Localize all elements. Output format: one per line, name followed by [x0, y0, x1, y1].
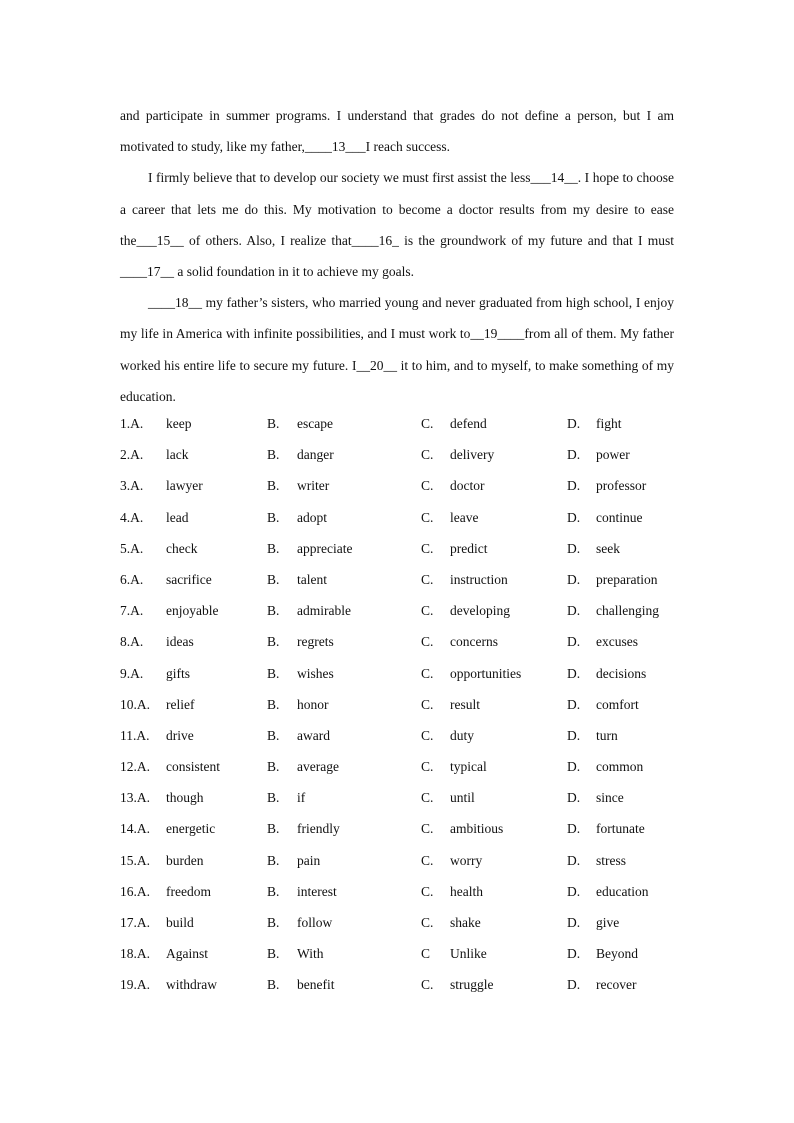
- option-d-text: comfort: [596, 696, 639, 712]
- option-b-label: B.: [267, 759, 280, 775]
- question-options-list: [120, 408, 680, 1001]
- option-d-text: power: [596, 447, 630, 463]
- option-c-label: C.: [421, 571, 434, 587]
- question-number: 18.A.: [120, 946, 150, 962]
- option-b-text: admirable: [297, 603, 351, 619]
- option-d-text: common: [596, 759, 644, 775]
- option-b-label: B.: [267, 790, 280, 806]
- option-c-label: C.: [421, 852, 434, 868]
- option-d-text: preparation: [596, 571, 658, 587]
- option-b-text: average: [297, 759, 339, 775]
- option-b-label: B.: [267, 665, 280, 681]
- option-c-label: C.: [421, 883, 434, 899]
- option-b-label: B.: [267, 883, 280, 899]
- option-c-label: C.: [421, 447, 434, 463]
- question-number: 1.A.: [120, 416, 144, 431]
- option-b-label: B.: [267, 634, 280, 650]
- option-b-text: honor: [297, 696, 329, 712]
- question-row: [120, 845, 680, 876]
- option-b-text: regrets: [297, 634, 334, 650]
- option-b-text: escape: [297, 416, 333, 431]
- question-row: [120, 470, 680, 501]
- option-d-label: D.: [567, 416, 581, 431]
- option-a-text: burden: [166, 852, 204, 868]
- option-a-text: enjoyable: [166, 603, 219, 619]
- option-c-text: Unlike: [450, 946, 487, 962]
- option-b-text: follow: [297, 915, 333, 930]
- option-b-text: award: [297, 727, 330, 743]
- option-d-label: D.: [567, 883, 581, 899]
- option-c-label: C.: [421, 665, 434, 681]
- question-number: 7.A.: [120, 603, 144, 619]
- option-d-label: D.: [567, 478, 581, 494]
- option-b-label: B.: [267, 540, 280, 556]
- option-c-text: opportunities: [450, 665, 522, 681]
- option-d-text: turn: [596, 727, 618, 743]
- option-c-text: ambitious: [450, 821, 504, 837]
- question-row: [120, 813, 680, 844]
- option-d-text: since: [596, 790, 624, 806]
- option-c-label: C.: [421, 790, 434, 806]
- option-b-label: B.: [267, 447, 280, 463]
- option-c-label: C.: [421, 416, 434, 431]
- option-a-text: withdraw: [166, 977, 217, 993]
- option-c-text: defend: [450, 416, 487, 431]
- option-b-label: B.: [267, 571, 280, 587]
- option-d-text: seek: [596, 540, 620, 556]
- option-d-label: D.: [567, 447, 581, 463]
- option-b-label: B.: [267, 478, 280, 494]
- question-number: 5.A.: [120, 540, 144, 556]
- question-number: 10.A.: [120, 696, 150, 712]
- option-d-text: stress: [596, 852, 626, 868]
- question-row: [120, 720, 680, 751]
- option-a-text: check: [166, 540, 198, 556]
- question-number: 2.A.: [120, 447, 144, 463]
- option-c-label: C.: [421, 478, 434, 494]
- option-a-text: lawyer: [166, 478, 203, 494]
- option-c-text: predict: [450, 540, 488, 556]
- option-a-text: lead: [166, 509, 189, 525]
- option-a-text: consistent: [166, 759, 220, 775]
- option-d-label: D.: [567, 509, 581, 525]
- option-b-text: pain: [297, 852, 321, 868]
- option-b-text: danger: [297, 447, 334, 463]
- option-c-label: C.: [421, 759, 434, 775]
- option-c-text: health: [450, 883, 483, 899]
- option-b-label: B.: [267, 727, 280, 743]
- option-d-label: D.: [567, 759, 581, 775]
- option-a-text: drive: [166, 727, 194, 743]
- option-c-text: instruction: [450, 571, 508, 587]
- question-number: 14.A.: [120, 821, 150, 837]
- option-b-text: if: [297, 790, 306, 806]
- option-b-text: With: [297, 946, 324, 962]
- question-number: 17.A.: [120, 915, 150, 930]
- option-d-text: fight: [596, 416, 622, 431]
- option-c-label: C.: [421, 727, 434, 743]
- option-d-text: challenging: [596, 603, 659, 619]
- option-b-label: B.: [267, 509, 280, 525]
- question-number: 4.A.: [120, 509, 144, 525]
- question-row: [120, 938, 680, 969]
- question-number: 8.A.: [120, 634, 144, 650]
- option-c-text: struggle: [450, 977, 494, 993]
- question-number: 6.A.: [120, 571, 144, 587]
- question-row: [120, 439, 680, 470]
- option-d-label: D.: [567, 852, 581, 868]
- option-c-label: C.: [421, 977, 434, 993]
- question-row: [120, 876, 680, 907]
- option-c-label: C.: [421, 915, 434, 930]
- option-b-label: B.: [267, 946, 280, 962]
- question-row: [120, 969, 680, 1000]
- question-number: 13.A.: [120, 790, 150, 806]
- question-row: [120, 533, 680, 564]
- option-a-text: freedom: [166, 883, 211, 899]
- passage-paragraph-1: and participate in summer programs. I understand that grades do not define a person, but I am motivated to study, like my father,____13___I reach success.: [120, 108, 674, 155]
- option-c-label: C.: [421, 603, 434, 619]
- option-a-text: build: [166, 915, 194, 930]
- option-b-text: writer: [297, 478, 330, 494]
- option-a-text: energetic: [166, 821, 216, 837]
- question-number: 11.A.: [120, 727, 150, 743]
- option-d-label: D.: [567, 915, 581, 930]
- option-b-label: B.: [267, 416, 280, 431]
- option-c-text: duty: [450, 727, 475, 743]
- option-c-text: developing: [450, 603, 510, 619]
- option-a-text: ideas: [166, 634, 194, 650]
- option-d-text: give: [596, 915, 620, 930]
- option-b-label: B.: [267, 977, 280, 993]
- option-b-text: appreciate: [297, 540, 353, 556]
- option-d-text: decisions: [596, 665, 647, 681]
- option-b-text: wishes: [297, 665, 334, 681]
- option-d-text: recover: [596, 977, 637, 993]
- option-d-text: fortunate: [596, 821, 645, 837]
- option-d-text: excuses: [596, 634, 638, 650]
- option-b-label: B.: [267, 603, 280, 619]
- option-d-label: D.: [567, 665, 581, 681]
- option-d-label: D.: [567, 946, 581, 962]
- option-b-label: B.: [267, 696, 280, 712]
- option-d-label: D.: [567, 634, 581, 650]
- option-c-text: delivery: [450, 447, 495, 463]
- question-row: [120, 502, 680, 533]
- question-row: [120, 564, 680, 595]
- option-b-text: talent: [297, 571, 327, 587]
- option-d-label: D.: [567, 603, 581, 619]
- option-a-text: gifts: [166, 665, 191, 681]
- option-b-label: B.: [267, 852, 280, 868]
- option-d-label: D.: [567, 540, 581, 556]
- question-number: 19.A.: [120, 977, 150, 993]
- option-c-label: C.: [421, 509, 434, 525]
- question-row: [120, 907, 680, 938]
- option-a-text: relief: [166, 696, 195, 712]
- option-a-text: though: [166, 790, 204, 806]
- passage-paragraph-2: I firmly believe that to develop our society we must first assist the less___14__. I hope to choose a career that lets me do this. My motivation to become a doctor results from my desire to ease the___15__ of others. Also, I realize that____16_ is the groundwork of my future and that I must ____17__ a solid foundation in it to achieve my goals.: [120, 170, 674, 280]
- option-d-label: D.: [567, 790, 581, 806]
- option-c-text: typical: [450, 759, 487, 775]
- option-d-label: D.: [567, 696, 581, 712]
- option-c-text: doctor: [450, 478, 485, 494]
- option-d-label: D.: [567, 821, 581, 837]
- question-row: [120, 782, 680, 813]
- option-c-text: worry: [450, 852, 483, 868]
- option-c-label: C.: [421, 634, 434, 650]
- question-row: [120, 658, 680, 689]
- question-number: 9.A.: [120, 665, 144, 681]
- option-d-label: D.: [567, 727, 581, 743]
- option-c-label: C: [421, 946, 431, 962]
- option-d-label: D.: [567, 977, 581, 993]
- passage: [120, 100, 674, 412]
- question-number: 15.A.: [120, 852, 150, 868]
- option-c-text: result: [450, 696, 480, 712]
- option-b-text: friendly: [297, 821, 340, 837]
- question-row: [120, 626, 680, 657]
- option-d-label: D.: [567, 571, 581, 587]
- option-b-label: B.: [267, 821, 280, 837]
- option-b-text: adopt: [297, 509, 327, 525]
- option-c-text: until: [450, 790, 475, 806]
- question-number: 3.A.: [120, 478, 144, 494]
- option-c-text: shake: [450, 915, 481, 930]
- option-d-text: Beyond: [596, 946, 638, 962]
- passage-paragraph-3: ____18__ my father’s sisters, who married young and never graduated from high school, I enjoy my life in America with infinite possibilities, and I must work to__19____from all of them. My father worked his entire life to secure my future. I__20__ it to him, and to myself, to make something of my education.: [120, 295, 674, 404]
- option-c-text: concerns: [450, 634, 498, 650]
- option-b-text: interest: [297, 883, 337, 899]
- option-b-text: benefit: [297, 977, 335, 993]
- question-number: 16.A.: [120, 883, 150, 899]
- question-number: 12.A.: [120, 759, 150, 775]
- option-d-text: continue: [596, 509, 643, 525]
- question-row: [120, 751, 680, 782]
- option-d-text: professor: [596, 478, 647, 494]
- option-a-text: Against: [166, 946, 208, 962]
- question-row: [120, 689, 680, 720]
- option-a-text: keep: [166, 416, 192, 431]
- option-b-label: B.: [267, 915, 280, 930]
- option-c-label: C.: [421, 821, 434, 837]
- option-a-text: sacrifice: [166, 571, 212, 587]
- question-row: [120, 595, 680, 626]
- option-d-text: education: [596, 883, 649, 899]
- option-c-label: C.: [421, 696, 434, 712]
- option-a-text: lack: [166, 447, 189, 463]
- question-row: [120, 408, 680, 439]
- option-c-text: leave: [450, 509, 479, 525]
- option-c-label: C.: [421, 540, 434, 556]
